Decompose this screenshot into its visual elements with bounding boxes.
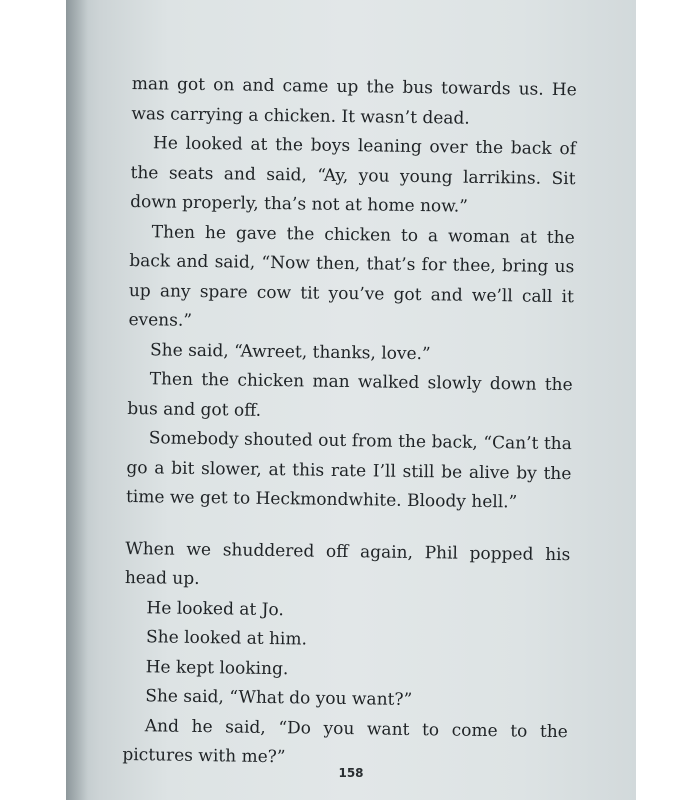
paragraph: Then he gave the chicken to a woman at the back and said, “Now then, that’s for thee, bring us up any spare cow tit you’ve got and we’ll call it evens.”: [128, 221, 575, 331]
paragraph-section-start: When we shuddered off again, Phil popped his head up.: [124, 538, 571, 589]
paragraph: She looked at him.: [145, 627, 308, 650]
page-number: 158: [338, 766, 364, 780]
paragraph: She said, “What do you want?”: [145, 686, 413, 710]
paragraph: And he said, “Do you want to come to the pictures with me?”: [122, 715, 568, 768]
paragraph-continued: man got on and came up the bus towards us. He was carrying a chicken. It wasn’t dead.: [131, 73, 577, 129]
paragraph: She said, “Awreet, thanks, love.”: [149, 339, 431, 364]
paragraph: He looked at Jo.: [146, 597, 284, 620]
paragraph: Somebody shouted out from the back, “Can’t tha go a bit slower, at this rate I’ll still be alive by the time we get to Heckmondwhite. Bloody hell.”: [125, 428, 572, 513]
body-text: [122, 70, 577, 777]
paragraph: He kept looking.: [145, 656, 289, 679]
paragraph: Then the chicken man walked slowly down the bus and got off.: [127, 369, 573, 421]
book-page: [66, 0, 636, 800]
paragraph: He looked at the boys leaning over the back of the seats and said, “Ay, you young larrikins. Sit down properly, tha’s not at home now.”: [130, 133, 577, 217]
